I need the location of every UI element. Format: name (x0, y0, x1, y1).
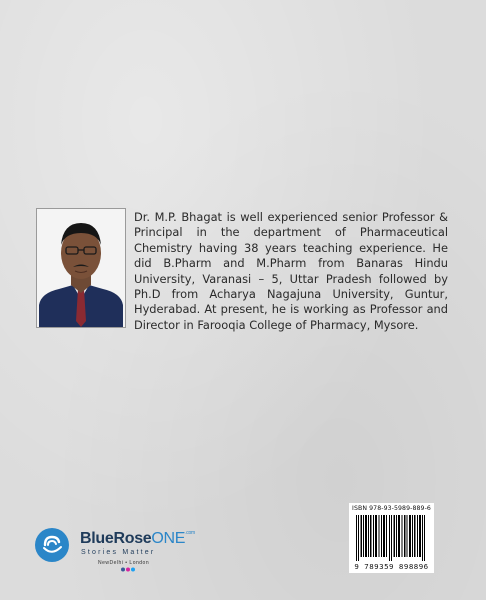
publisher-cities: NewDelhi • London (98, 560, 150, 566)
twitter-icon (131, 568, 135, 572)
barcode-bars (356, 515, 427, 561)
publisher-name (80, 530, 195, 548)
bluerose-logo-icon (34, 527, 70, 563)
brand-suffix: .com (185, 530, 195, 536)
brand-main: BlueRose (80, 530, 152, 547)
publisher-tagline: Stories Matter (81, 549, 156, 556)
author-photo (36, 208, 126, 328)
isbn-barcode (349, 503, 434, 573)
social-icons (121, 567, 135, 572)
author-portrait-image (37, 209, 125, 327)
author-bio: Dr. M.P. Bhagat is well experienced senior Professor & Principal in the department of Pharmaceutical Chemistry having 38 years teaching experience. He did B.Pharm and M.Pharm from Banaras Hindu University, Varanasi – 5, Uttar Pradesh followed by Ph.D from Acharya Nagajuna University, Guntur, Hyderabad. At present, he is working as Professor and Director in Farooqia College of Pharmacy, Mysore. (134, 210, 448, 332)
brand-one: ONE (151, 530, 186, 547)
isbn-label: ISBN 978-93-5989-889-6 (352, 505, 431, 512)
isbn-digits: 9 789359 898896 (354, 562, 429, 571)
instagram-icon (126, 568, 130, 572)
facebook-icon (121, 568, 125, 572)
publisher-logo (34, 527, 194, 572)
